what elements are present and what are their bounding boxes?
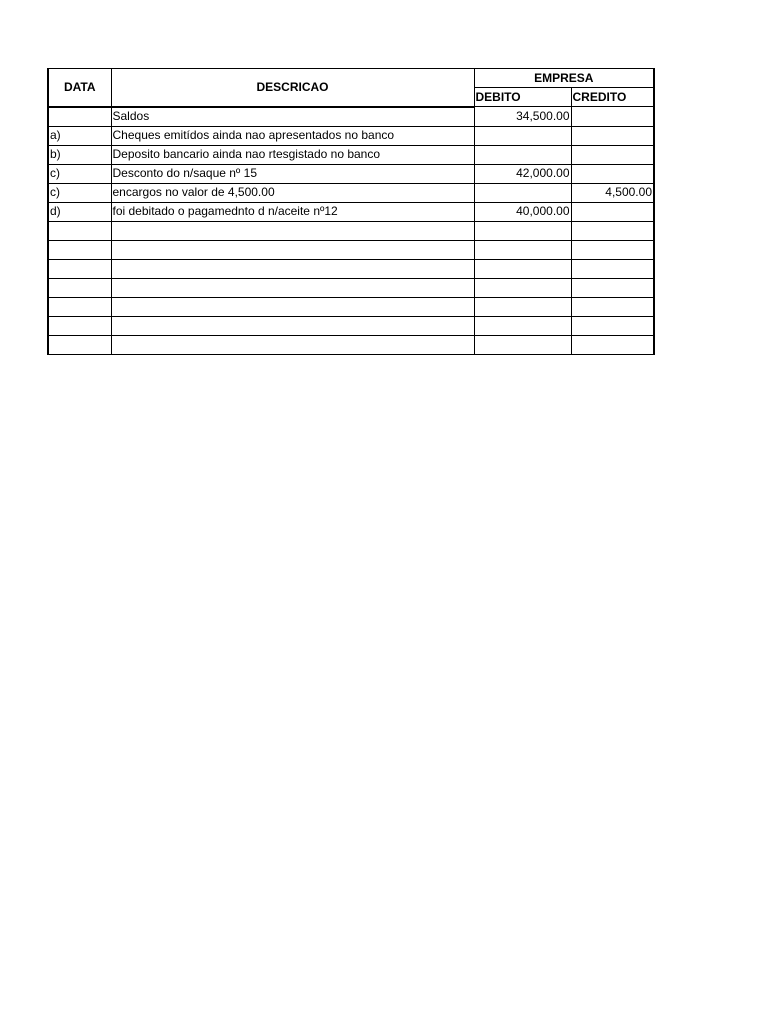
empty-cell (474, 316, 571, 335)
header-row-top (48, 69, 654, 88)
empty-cell (111, 335, 474, 354)
cell-debito (474, 183, 571, 202)
cell-debito: 42,000.00 (474, 164, 571, 183)
cell-debito: 34,500.00 (474, 107, 571, 127)
empty-cell (474, 259, 571, 278)
empty-row (48, 240, 654, 259)
cell-descricao: Deposito bancario ainda nao rtesgistado no banco (111, 145, 474, 164)
cell-data: c) (48, 164, 111, 183)
empty-row (48, 278, 654, 297)
empty-cell (474, 278, 571, 297)
cell-credito (571, 126, 654, 145)
empty-cell (571, 240, 654, 259)
cell-debito (474, 145, 571, 164)
empty-cell (111, 221, 474, 240)
empty-cell (474, 221, 571, 240)
empty-cell (111, 240, 474, 259)
table-row (48, 107, 654, 127)
cell-credito: 4,500.00 (571, 183, 654, 202)
empty-cell (111, 278, 474, 297)
cell-debito (474, 126, 571, 145)
header-data: DATA (48, 69, 111, 107)
empty-cell (571, 316, 654, 335)
cell-data: b) (48, 145, 111, 164)
empty-cell (571, 278, 654, 297)
empty-cell (48, 259, 111, 278)
empty-cell (48, 221, 111, 240)
empty-cell (111, 259, 474, 278)
empty-cell (571, 335, 654, 354)
header-empresa: EMPRESA (474, 69, 654, 88)
table-row (48, 183, 654, 202)
cell-credito (571, 107, 654, 127)
table-row (48, 202, 654, 221)
table-row (48, 164, 654, 183)
empty-cell (48, 278, 111, 297)
empty-row (48, 335, 654, 354)
empty-cell (48, 335, 111, 354)
empty-cell (571, 259, 654, 278)
cell-descricao: foi debitado o pagamednto d n/aceite nº12 (111, 202, 474, 221)
empty-cell (474, 335, 571, 354)
cell-credito (571, 202, 654, 221)
table-row (48, 145, 654, 164)
empty-row (48, 297, 654, 316)
empty-cell (48, 240, 111, 259)
empty-cell (48, 297, 111, 316)
header-descricao: DESCRICAO (111, 69, 474, 107)
empty-cell (111, 316, 474, 335)
empty-cell (474, 240, 571, 259)
empty-row (48, 221, 654, 240)
empty-cell (474, 297, 571, 316)
cell-data (48, 107, 111, 127)
empty-cell (571, 221, 654, 240)
cell-data: c) (48, 183, 111, 202)
ledger-table (47, 68, 655, 355)
header-credito: CREDITO (571, 88, 654, 107)
cell-descricao: encargos no valor de 4,500.00 (111, 183, 474, 202)
empty-row (48, 259, 654, 278)
empty-cell (48, 316, 111, 335)
empty-cell (571, 297, 654, 316)
cell-debito: 40,000.00 (474, 202, 571, 221)
header-debito: DEBITO (474, 88, 571, 107)
cell-descricao: Desconto do n/saque nº 15 (111, 164, 474, 183)
cell-data: a) (48, 126, 111, 145)
table-row (48, 126, 654, 145)
cell-descricao: Cheques emitídos ainda nao apresentados no banco (111, 126, 474, 145)
cell-descricao: Saldos (111, 107, 474, 127)
empty-cell (111, 297, 474, 316)
cell-credito (571, 164, 654, 183)
empty-row (48, 316, 654, 335)
cell-data: d) (48, 202, 111, 221)
cell-credito (571, 145, 654, 164)
